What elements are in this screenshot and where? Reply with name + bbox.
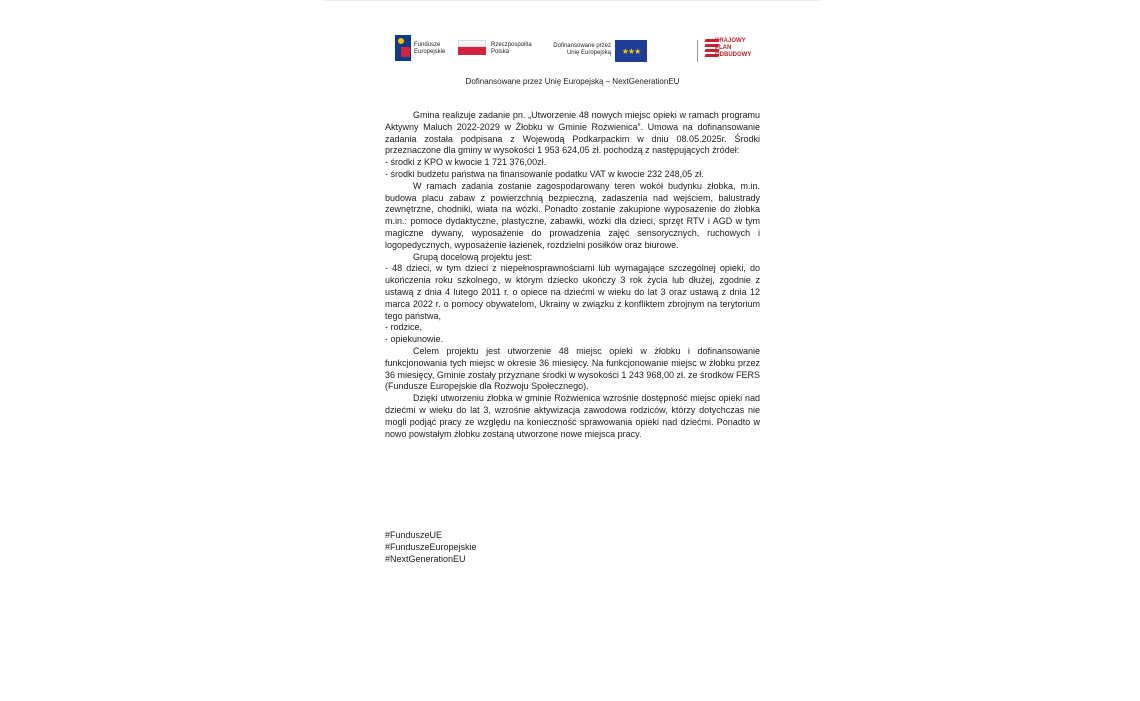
hashtag-list (385, 530, 477, 565)
paragraph-goal: Celem projektu jest utworzenie 48 miejsc opieki w żłobku i dofinansowanie funkcjonowania tych miejsc w okresie 36 miesięcy. Na funkcjonowanie miejsc w żłobku przez 36 miesięcy, Gminie zostały przyznane środki w wysokości 1 243 968,00 zł. ze środków FERS (Fundusze Europejskie dla Rozwoju Społecznego). (385, 345, 760, 392)
eu-logo-text: Dofinansowane przez Unię Europejską (553, 43, 611, 56)
list-item-funding-kpo: - środki z KPO w kwocie 1 721 376,00zł. (385, 157, 547, 168)
list-item-caregivers: - opiekunowie. (385, 334, 444, 345)
hashtag: #FunduszeUE (385, 530, 443, 540)
cofinance-caption: Dofinansowane przez Unię Europejską – NextGenerationEU (465, 77, 680, 86)
kpo-logo-text: KRAJOWY PLAN ODBUDOWY (715, 38, 752, 58)
pl-logo-text: Rzeczpospolita Polska (491, 42, 532, 55)
hashtag: #FunduszeEuropejskie (385, 541, 477, 552)
list-item-funding-vat: - środki budżetu państwa na finansowanie podatku VAT w kwocie 232 248,05 zł. (385, 168, 704, 179)
paragraph-intro: Gmina realizuje zadanie pn. „Utworzenie 48 nowych miejsc opieki w ramach programu Aktywny Maluch 2022-2029 w Żłobku w Gminie Rożwienica”. Umowa na dofinansowanie zadania została podpisana z Wojewodą Podkarpackim w dniu 08.05.2025r. Środki przeznaczone dla gminy w wysokości 1 953 624,05 zł. pochodzą z następujących źródeł: (385, 110, 760, 156)
fe-emblem-icon (395, 35, 411, 61)
list-item-children: - 48 dzieci, w tym dzieci z niepełnosprawnościami lub wymagające szczególnej opieki, do ukończenia roku szkolnego, w którym dziecko ukończy 3 rok życia lub dłużej, zgodnie z ustawą z dnia 4 lutego 2011 r. o opiece na dziećmi w wieku do lat 3 oraz ustawą z dnia 12 marca 2022 r. o pomocy obywatelom, Ukrainy w związku z konfliktem zbrojnym na terytorium tego państwa, (385, 263, 760, 321)
fe-logo-text: Fundusze Europejskie (414, 42, 446, 55)
document-body (385, 110, 760, 440)
logo-divider (697, 40, 698, 62)
hashtag: #NextGenerationEU (385, 553, 466, 564)
funding-logo-strip (395, 33, 765, 67)
polish-flag-icon (458, 47, 486, 55)
paragraph-target-group: Grupą docelową projektu jest: (413, 251, 533, 262)
list-item-parents: - rodzice, (385, 322, 423, 333)
paragraph-scope: W ramach zadania zostanie zagospodarowany teren wokół budynku żłobka, m.in. budowa placu zabaw z powierzchnią bezpieczną, zadaszenia nad wejściem, balustrady zewnętrzne, chodniki, wiata na wózki. Ponadto zostanie zakupione wyposażenie do żłobka m.in.: pomoce dydaktyczne, plastyczne, zabawki, wózki dla dzieci, sprzęt RTV i AGD w tym magiczne dywany, wyposażenie do prowadzenia zajęć sensorycznych, ruchowych i logopedycznych, wyposażenie łazienek, rozdzielni posiłków oraz biurowe. (385, 180, 760, 250)
eu-flag-icon: ★★★ (615, 40, 647, 62)
paragraph-benefits: Dzięki utworzeniu żłobka w gminie Rożwienica wzrośnie dostępność miejsc opieki nad dziećmi w wieku do lat 3, wzrośnie aktywizacja zawodowa rodziców, którzy dotychczas nie mogli podjąć pracy ze względu na konieczność sprawowania opieki nad dziećmi. Ponadto w nowo powstałym żłobku zostaną utworzone nowe miejsca pracy. (385, 393, 760, 439)
